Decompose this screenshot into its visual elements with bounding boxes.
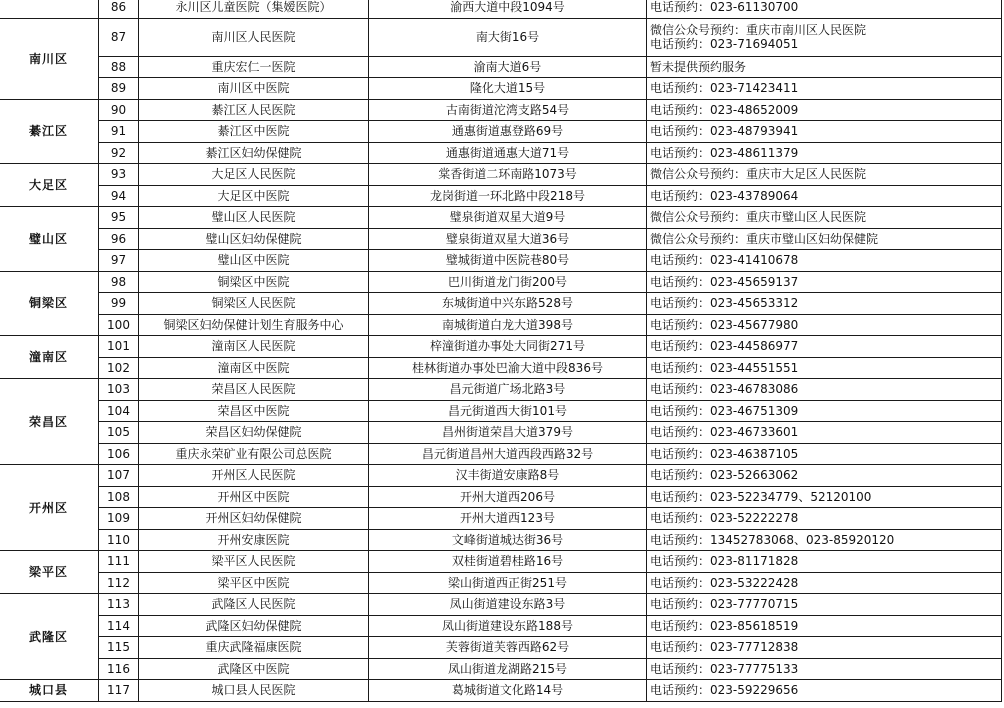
- hospital-name-cell: 綦江区人民医院: [139, 99, 369, 121]
- table-row: [0, 164, 1002, 186]
- booking-info-cell: [647, 18, 1002, 56]
- address-cell: 桂林街道办事处巴渝大道中段836号: [369, 357, 647, 379]
- row-number-cell: 110: [99, 529, 139, 551]
- booking-info-cell: [647, 379, 1002, 401]
- booking-info-cell: [647, 422, 1002, 444]
- booking-line: 电话预约：023-41410678: [650, 253, 799, 268]
- booking-line: 电话预约：023-48611379: [650, 145, 799, 160]
- row-number-cell: 98: [99, 271, 139, 293]
- table-row: [0, 336, 1002, 358]
- booking-line: 电话预约：023-48793941: [650, 124, 799, 139]
- table-row: [0, 508, 1002, 530]
- hospital-name-cell: 武隆区中医院: [139, 658, 369, 680]
- row-number-cell: 94: [99, 185, 139, 207]
- booking-line: 电话预约：023-81171828: [650, 554, 799, 569]
- address-cell: 通惠街道通惠大道71号: [369, 142, 647, 164]
- booking-info-cell: [647, 185, 1002, 207]
- hospital-name-cell: 重庆武隆福康医院: [139, 637, 369, 659]
- row-number-cell: 91: [99, 121, 139, 143]
- booking-line: 电话预约：023-46783086: [650, 382, 799, 397]
- booking-line: 电话预约：023-45677980: [650, 317, 799, 332]
- booking-line: 电话预约：023-59229656: [650, 683, 799, 698]
- district-cell: 璧山区: [0, 207, 99, 272]
- row-number-cell: 116: [99, 658, 139, 680]
- row-number-cell: 108: [99, 486, 139, 508]
- hospital-name-cell: 重庆宏仁一医院: [139, 56, 369, 78]
- booking-info-cell: [647, 508, 1002, 530]
- row-number-cell: 111: [99, 551, 139, 573]
- booking-info-cell: [647, 207, 1002, 229]
- hospital-name-cell: 璧山区人民医院: [139, 207, 369, 229]
- address-cell: 龙岗街道一环北路中段218号: [369, 185, 647, 207]
- hospital-name-cell: 重庆永荣矿业有限公司总医院: [139, 443, 369, 465]
- table-row: [0, 207, 1002, 229]
- row-number-cell: 102: [99, 357, 139, 379]
- hospital-name-cell: 璧山区妇幼保健院: [139, 228, 369, 250]
- booking-line: 电话预约：023-71694051: [650, 37, 799, 51]
- row-number-cell: 106: [99, 443, 139, 465]
- district-cell: 荣昌区: [0, 379, 99, 465]
- hospital-name-cell: 大足区人民医院: [139, 164, 369, 186]
- address-cell: 棠香街道二环南路1073号: [369, 164, 647, 186]
- address-cell: 凤山街道龙湖路215号: [369, 658, 647, 680]
- table-row: [0, 250, 1002, 272]
- booking-line: 电话预约：023-46733601: [650, 425, 799, 440]
- table-row: [0, 615, 1002, 637]
- district-cell: 铜梁区: [0, 271, 99, 336]
- address-cell: 南城街道白龙大道398号: [369, 314, 647, 336]
- booking-info-cell: [647, 680, 1002, 702]
- table-row: [0, 529, 1002, 551]
- table-row: [0, 314, 1002, 336]
- address-cell: 东城街道中兴东路528号: [369, 293, 647, 315]
- address-cell: 梓潼街道办事处大同街271号: [369, 336, 647, 358]
- district-cell: 南川区: [0, 18, 99, 99]
- row-number-cell: 109: [99, 508, 139, 530]
- booking-info-cell: [647, 357, 1002, 379]
- address-cell: 璧泉街道双星大道9号: [369, 207, 647, 229]
- hospital-name-cell: 綦江区妇幼保健院: [139, 142, 369, 164]
- booking-line: 电话预约：023-77712838: [650, 640, 799, 655]
- table-row: [0, 228, 1002, 250]
- hospital-name-cell: 荣昌区中医院: [139, 400, 369, 422]
- table-row: [0, 121, 1002, 143]
- hospital-name-cell: 南川区人民医院: [139, 18, 369, 56]
- booking-line: 微信公众号预约：重庆市大足区人民医院: [650, 167, 867, 182]
- table-row: [0, 357, 1002, 379]
- booking-line: 电话预约：13452783068、023-85920120: [650, 532, 895, 547]
- booking-info-cell: [647, 572, 1002, 594]
- hospital-name-cell: 永川区儿童医院（集嫒医院）: [139, 0, 369, 18]
- booking-info-cell: [647, 164, 1002, 186]
- row-number-cell: 112: [99, 572, 139, 594]
- address-cell: 凤山街道建设东路188号: [369, 615, 647, 637]
- table-row: [0, 400, 1002, 422]
- district-cell: 开州区: [0, 465, 99, 551]
- booking-info-cell: [647, 551, 1002, 573]
- booking-info-cell: [647, 0, 1002, 18]
- address-cell: 璧城街道中医院巷80号: [369, 250, 647, 272]
- hospital-name-cell: 梁平区中医院: [139, 572, 369, 594]
- booking-info-cell: [647, 443, 1002, 465]
- booking-line: 电话预约：023-77775133: [650, 661, 799, 676]
- booking-line: 微信公众号预约：重庆市璧山区妇幼保健院: [650, 231, 879, 246]
- table-row: [0, 56, 1002, 78]
- hospital-name-cell: 大足区中医院: [139, 185, 369, 207]
- row-number-cell: 104: [99, 400, 139, 422]
- booking-line: 电话预约：023-52222278: [650, 511, 799, 526]
- booking-info-cell: [647, 637, 1002, 659]
- district-cell: 潼南区: [0, 336, 99, 379]
- row-number-cell: 90: [99, 99, 139, 121]
- booking-info-cell: [647, 594, 1002, 616]
- booking-info-cell: [647, 56, 1002, 78]
- hospital-name-cell: 璧山区中医院: [139, 250, 369, 272]
- address-cell: 渝南大道6号: [369, 56, 647, 78]
- booking-line: 电话预约：023-85618519: [650, 618, 799, 633]
- address-cell: 芙蓉街道芙蓉西路62号: [369, 637, 647, 659]
- row-number-cell: 88: [99, 56, 139, 78]
- address-cell: 葛城街道文化路14号: [369, 680, 647, 702]
- row-number-cell: 86: [99, 0, 139, 18]
- row-number-cell: 87: [99, 18, 139, 56]
- table-row: [0, 658, 1002, 680]
- booking-line: 电话预约：023-45653312: [650, 296, 799, 311]
- table-row: [0, 185, 1002, 207]
- row-number-cell: 103: [99, 379, 139, 401]
- district-cell: 綦江区: [0, 99, 99, 164]
- row-number-cell: 115: [99, 637, 139, 659]
- booking-line: 电话预约：023-52234779、52120100: [650, 489, 872, 504]
- table-row: [0, 142, 1002, 164]
- address-cell: 昌元街道昌州大道西段西路32号: [369, 443, 647, 465]
- table-row: [0, 443, 1002, 465]
- table-row: [0, 78, 1002, 100]
- hospital-name-cell: 城口县人民医院: [139, 680, 369, 702]
- hospital-name-cell: 铜梁区人民医院: [139, 293, 369, 315]
- address-cell: 渝西大道中段1094号: [369, 0, 647, 18]
- booking-info-cell: [647, 336, 1002, 358]
- address-cell: 双桂街道碧桂路16号: [369, 551, 647, 573]
- address-cell: 开州大道西123号: [369, 508, 647, 530]
- row-number-cell: 92: [99, 142, 139, 164]
- hospital-name-cell: 綦江区中医院: [139, 121, 369, 143]
- table-row: [0, 465, 1002, 487]
- booking-line: 电话预约：023-77770715: [650, 597, 799, 612]
- address-cell: 文峰街道城达街36号: [369, 529, 647, 551]
- row-number-cell: 89: [99, 78, 139, 100]
- booking-line: 电话预约：023-53222428: [650, 575, 799, 590]
- booking-line: 电话预约：023-43789064: [650, 188, 799, 203]
- address-cell: 汉丰街道安康路8号: [369, 465, 647, 487]
- booking-line: 电话预约：023-45659137: [650, 274, 799, 289]
- table-row: [0, 637, 1002, 659]
- address-cell: 古南街道沱湾支路54号: [369, 99, 647, 121]
- hospital-name-cell: 荣昌区人民医院: [139, 379, 369, 401]
- address-cell: 璧泉街道双星大道36号: [369, 228, 647, 250]
- district-cell: [0, 0, 99, 18]
- row-number-cell: 97: [99, 250, 139, 272]
- booking-info-cell: [647, 78, 1002, 100]
- hospital-name-cell: 潼南区中医院: [139, 357, 369, 379]
- hospital-name-cell: 开州区妇幼保健院: [139, 508, 369, 530]
- table-row: [0, 293, 1002, 315]
- address-cell: 南大街16号: [369, 18, 647, 56]
- hospital-name-cell: 潼南区人民医院: [139, 336, 369, 358]
- booking-info-cell: [647, 99, 1002, 121]
- row-number-cell: 100: [99, 314, 139, 336]
- booking-info-cell: [647, 658, 1002, 680]
- address-cell: 隆化大道15号: [369, 78, 647, 100]
- booking-line: 暂未提供预约服务: [650, 59, 747, 74]
- booking-info-cell: [647, 465, 1002, 487]
- booking-info-cell: [647, 529, 1002, 551]
- row-number-cell: 96: [99, 228, 139, 250]
- row-number-cell: 95: [99, 207, 139, 229]
- district-cell: 大足区: [0, 164, 99, 207]
- booking-info-cell: [647, 142, 1002, 164]
- district-cell: 城口县: [0, 680, 99, 702]
- address-cell: 梁山街道西正街251号: [369, 572, 647, 594]
- booking-line: 电话预约：023-44551551: [650, 360, 799, 375]
- booking-info-cell: [647, 615, 1002, 637]
- booking-info-cell: [647, 121, 1002, 143]
- booking-info-cell: [647, 486, 1002, 508]
- booking-line: 电话预约：023-48652009: [650, 102, 799, 117]
- booking-line: 微信公众号预约：重庆市璧山区人民医院: [650, 210, 867, 225]
- table-row: [0, 271, 1002, 293]
- district-cell: 武隆区: [0, 594, 99, 680]
- address-cell: 通惠街道惠登路69号: [369, 121, 647, 143]
- district-cell: 梁平区: [0, 551, 99, 594]
- hospital-name-cell: 铜梁区中医院: [139, 271, 369, 293]
- hospital-name-cell: 荣昌区妇幼保健院: [139, 422, 369, 444]
- booking-info-cell: [647, 250, 1002, 272]
- booking-info-cell: [647, 228, 1002, 250]
- booking-info-cell: [647, 271, 1002, 293]
- address-cell: 开州大道西206号: [369, 486, 647, 508]
- address-cell: 昌元街道西大街101号: [369, 400, 647, 422]
- address-cell: 昌元街道广场北路3号: [369, 379, 647, 401]
- hospital-name-cell: 梁平区人民医院: [139, 551, 369, 573]
- hospital-name-cell: 开州区中医院: [139, 486, 369, 508]
- table-row: [0, 594, 1002, 616]
- row-number-cell: 113: [99, 594, 139, 616]
- row-number-cell: 99: [99, 293, 139, 315]
- row-number-cell: 93: [99, 164, 139, 186]
- hospital-name-cell: 开州区人民医院: [139, 465, 369, 487]
- hospital-name-cell: 开州安康医院: [139, 529, 369, 551]
- hospital-name-cell: 武隆区妇幼保健院: [139, 615, 369, 637]
- booking-line: 电话预约：023-71423411: [650, 81, 799, 96]
- booking-line: 电话预约：023-46387105: [650, 446, 799, 461]
- table-row: [0, 422, 1002, 444]
- table-row: [0, 680, 1002, 702]
- table-row: [0, 572, 1002, 594]
- row-number-cell: 114: [99, 615, 139, 637]
- row-number-cell: 107: [99, 465, 139, 487]
- hospital-name-cell: 武隆区人民医院: [139, 594, 369, 616]
- table-row: [0, 99, 1002, 121]
- address-cell: 凤山街道建设东路3号: [369, 594, 647, 616]
- hospital-name-cell: 铜梁区妇幼保健计划生育服务中心: [139, 314, 369, 336]
- address-cell: 巴川街道龙门街200号: [369, 271, 647, 293]
- booking-line: 电话预约：023-52663062: [650, 468, 799, 483]
- booking-info-cell: [647, 293, 1002, 315]
- table-row: [0, 18, 1002, 56]
- table-row: [0, 551, 1002, 573]
- booking-info-cell: [647, 314, 1002, 336]
- booking-line: 电话预约：023-61130700: [650, 0, 799, 15]
- booking-line: 微信公众号预约：重庆市南川区人民医院: [650, 23, 867, 37]
- row-number-cell: 117: [99, 680, 139, 702]
- table-row: [0, 486, 1002, 508]
- table-row: [0, 0, 1002, 18]
- booking-line: 电话预约：023-44586977: [650, 339, 799, 354]
- row-number-cell: 105: [99, 422, 139, 444]
- address-cell: 昌州街道荣昌大道379号: [369, 422, 647, 444]
- row-number-cell: 101: [99, 336, 139, 358]
- table-row: [0, 379, 1002, 401]
- booking-info-cell: [647, 400, 1002, 422]
- hospital-name-cell: 南川区中医院: [139, 78, 369, 100]
- booking-line: 电话预约：023-46751309: [650, 403, 799, 418]
